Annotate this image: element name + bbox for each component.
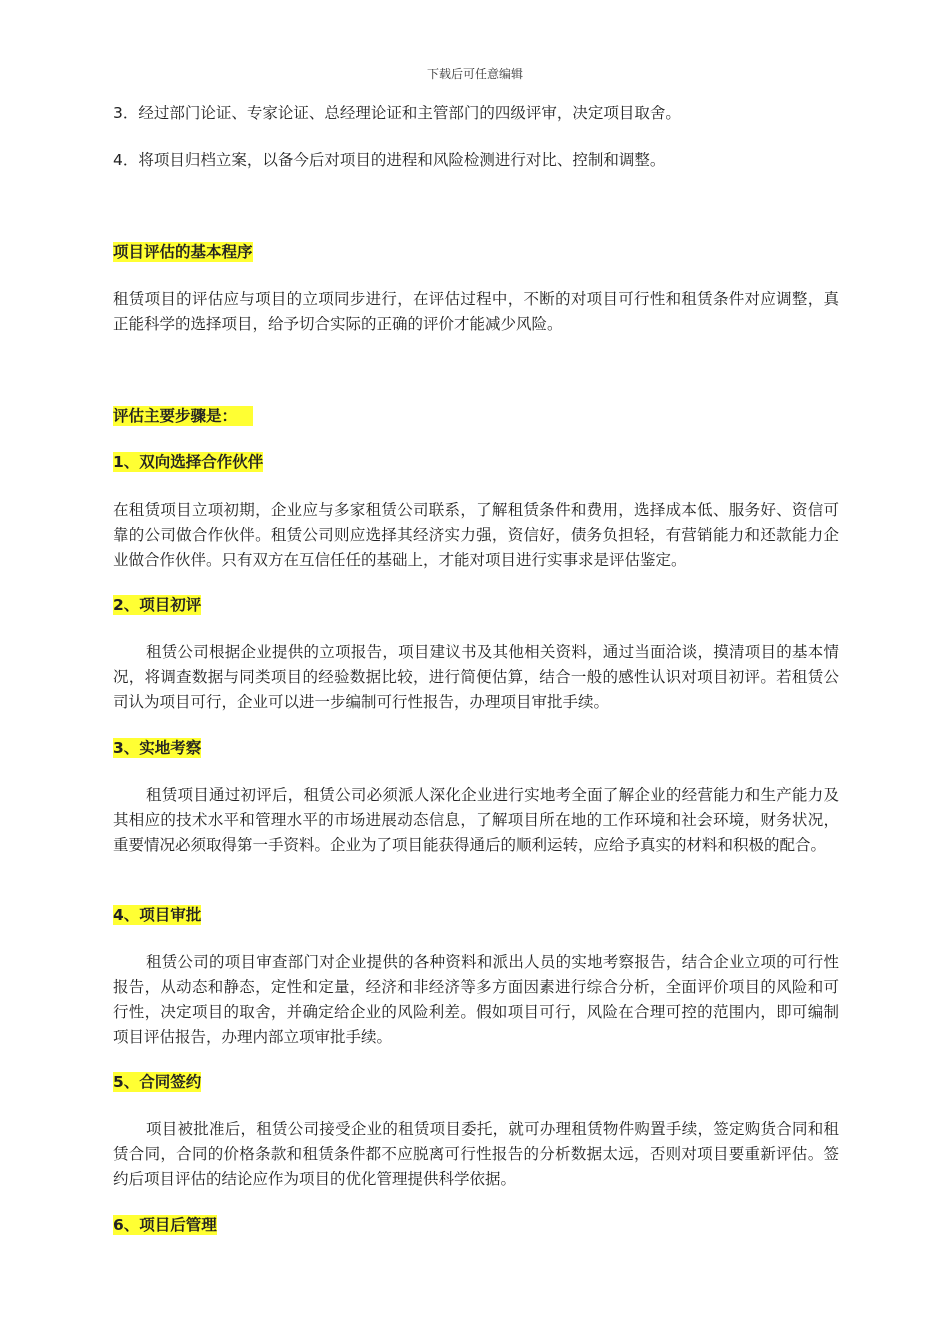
step-6-heading <box>113 1214 839 1236</box>
list-item-4: 4．将项目归档立案，以备今后对项目的进程和风险检测进行对比、控制和调整。 <box>113 151 666 169</box>
step-4-paragraph: 租赁公司的项目审查部门对企业提供的各种资料和派出人员的实地考察报告，结合企业立项的可行性报告，从动态和静态，定性和定量，经济和非经济等多方面因素进行综合分析，全面评价项目的风险和可行性，决定项目的取舍，并确定给企业的风险利差。假如项目可行，风险在合理可控的范围内，即可编制项目评估报告，办理内部立项审批手续。 <box>113 953 839 1046</box>
step-1-paragraph: 在租赁项目立项初期，企业应与多家租赁公司联系，了解租赁条件和费用，选择成本低、服务好、资信可靠的公司做合作伙伴。租赁公司则应选择其经济实力强，资信好，债务负担轻，有营销能力和还款能力企业做合作伙伴。只有双方在互信任任的基础上，才能对项目进行实事求是评估鉴定。 <box>113 501 839 569</box>
section-heading-text: 项目评估的基本程序 <box>113 243 253 261</box>
step-4-heading <box>113 904 839 926</box>
step-3-heading-text: 3、实地考察 <box>113 739 202 757</box>
step-5-heading <box>113 1071 839 1093</box>
step-3-heading <box>113 737 839 759</box>
step-5-paragraph: 项目被批准后，租赁公司接受企业的租赁项目委托，就可办理租赁物件购置手续，签定购货合同和租赁合同，合同的价格条款和租赁条件都不应脱离可行性报告的分析数据太远，否则对项目要重新评估。签约后项目评估的结论应作为项目的优化管理提供科学依据。 <box>113 1120 839 1188</box>
section-heading-basic-procedure <box>113 241 839 263</box>
step-6-heading-text: 6、项目后管理 <box>113 1216 217 1234</box>
step-1-heading <box>113 451 839 473</box>
steps-heading-text: 评估主要步骤是： <box>113 407 238 425</box>
list-item-3: 3．经过部门论证、专家论证、总经理论证和主管部门的四级评审，决定项目取舍。 <box>113 104 681 122</box>
step-2-heading-text: 2、项目初评 <box>113 596 202 614</box>
step-2-paragraph: 租赁公司根据企业提供的立项报告，项目建议书及其他相关资料，通过当面洽谈，摸清项目的基本情况，将调查数据与同类项目的经验数据比较，进行简便估算，结合一般的感性认识对项目初评。若租赁公司认为项目可行，企业可以进一步编制可行性报告，办理项目审批手续。 <box>113 643 839 711</box>
page-header-note: 下载后可任意编辑 <box>426 67 523 81</box>
step-5-heading-text: 5、合同签约 <box>113 1073 202 1091</box>
step-3-paragraph: 租赁项目通过初评后，租赁公司必须派人深化企业进行实地考全面了解企业的经营能力和生产能力及其相应的技术水平和管理水平的市场进展动态信息，了解项目所在地的工作环境和社会环境，财务状况，重要情况必须取得第一手资料。企业为了项目能获得通后的顺利运转，应给予真实的材料和积极的配合。 <box>113 786 839 854</box>
step-1-heading-text: 1、双向选择合作伙伴 <box>113 453 264 471</box>
step-2-heading <box>113 594 839 616</box>
section-paragraph: 租赁项目的评估应与项目的立项同步进行，在评估过程中，不断的对项目可行性和租赁条件对应调整，真正能科学的选择项目，给予切合实际的正确的评价才能减少风险。 <box>113 290 839 333</box>
steps-heading <box>113 405 839 427</box>
step-4-heading-text: 4、项目审批 <box>113 906 202 924</box>
